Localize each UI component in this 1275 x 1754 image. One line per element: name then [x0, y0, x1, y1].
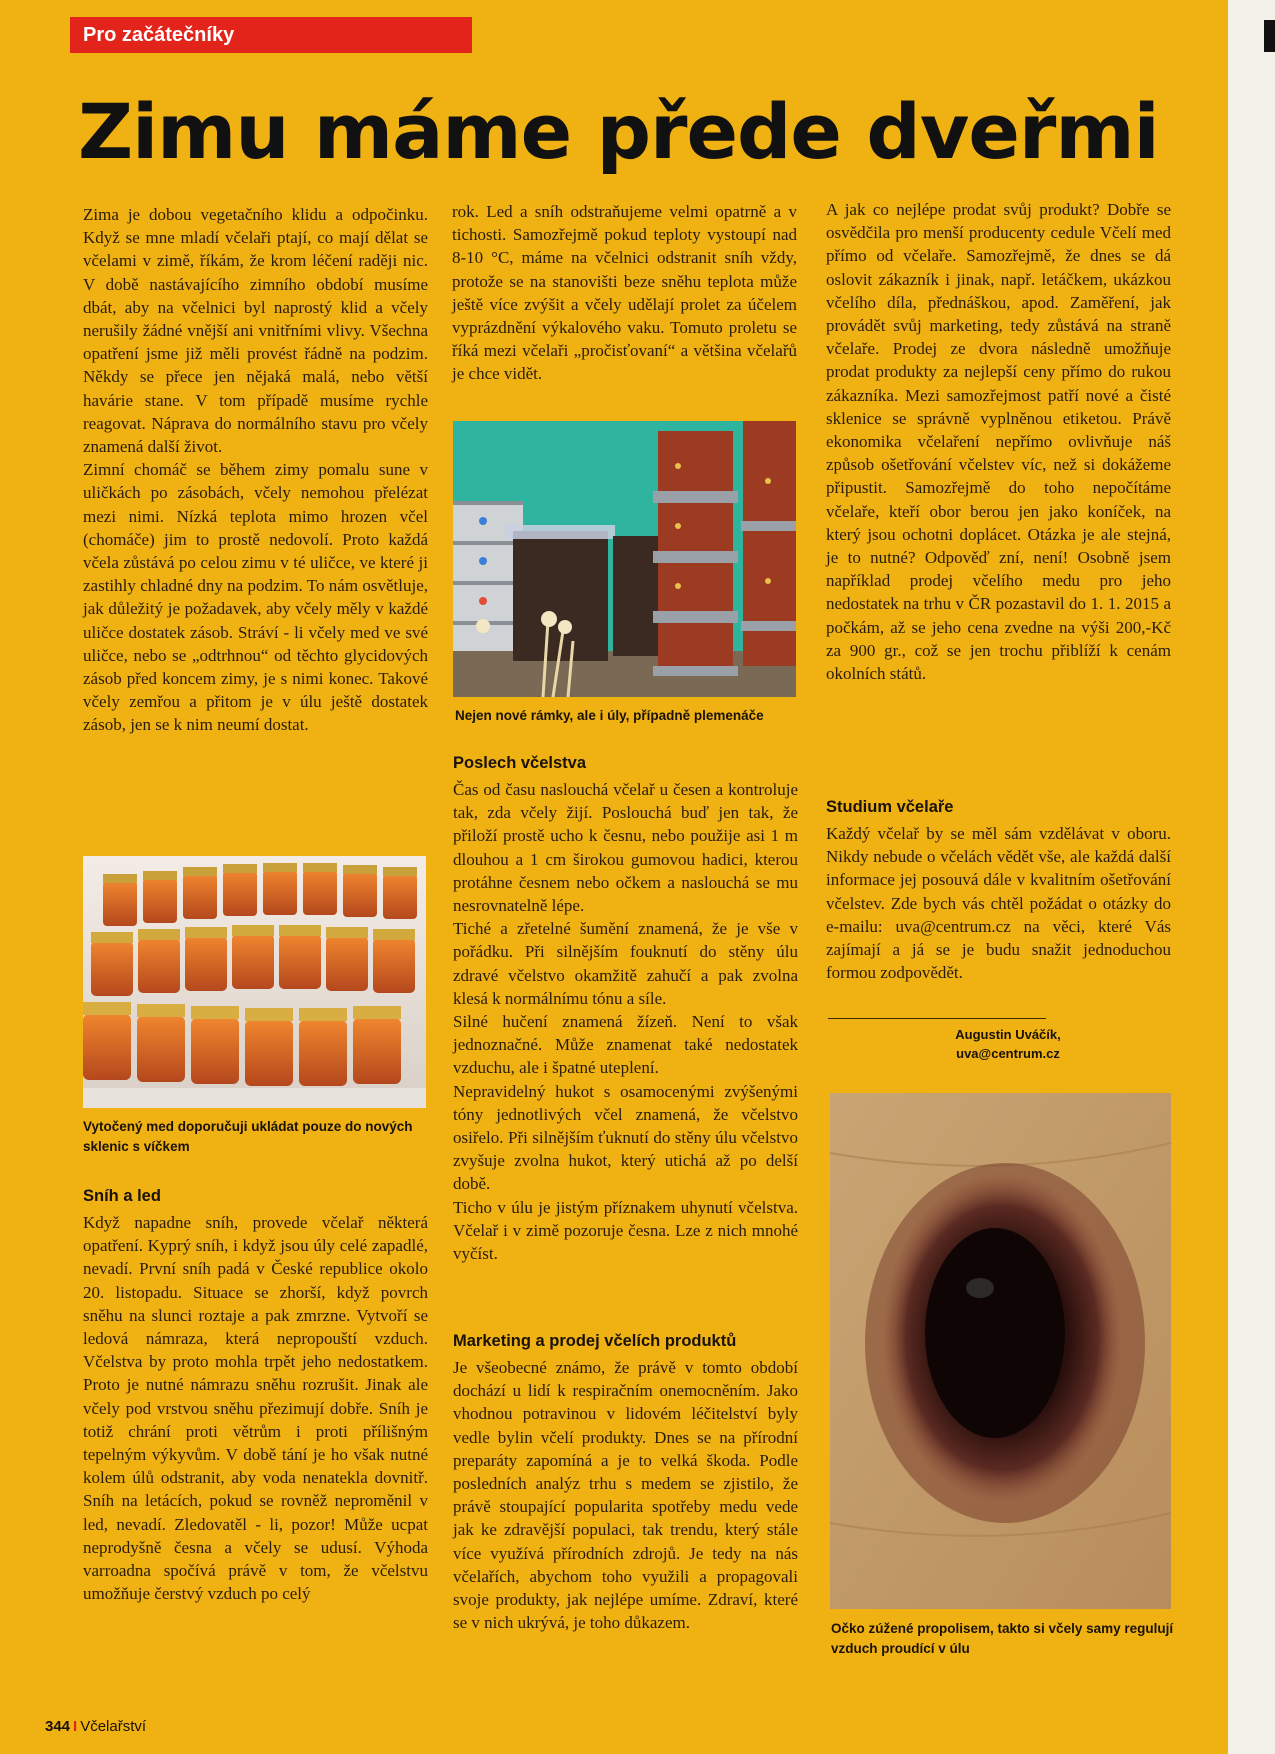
paragraph: Nepravidelný hukot s osamocenými zvýšenými tóny jednotlivých včel znamená, že včelstvo osiřelo. Při silnějším ťuknutí do stěny úlu včelstvo zvyšuje zvolna hukot, který utichá až po delší době.: [453, 1081, 798, 1194]
column-2-listening: [453, 752, 798, 1265]
author-signature: [828, 1025, 1188, 1063]
snow-heading: Sníh a led: [83, 1187, 161, 1205]
column-3-study: [826, 796, 1171, 984]
section-label: Pro začátečníky: [70, 17, 472, 53]
honey-jars-caption: Vytočený med doporučuji ukládat pouze do nových sklenic s víčkem: [83, 1119, 413, 1154]
magazine-name: Včelařství: [80, 1718, 147, 1735]
paragraph: Tiché a zřetelné šumění znamená, že je vše v pořádku. Při silnějším fouknutí do stěny úlu zdravé včelstvo okamžitě zahučí a pak zvolna klesá k normálnímu tónu a síle.: [453, 919, 798, 1008]
paragraph: Když napadne sníh, provede včelař některá opatření. Kyprý sníh, i když jsou úly celé zapadlé, nevadí. První sníh padá v České republice okolo 20. listopadu. Situace se zhorší, když povrch sněhu na slunci roztaje a pak zmrzne. Vytvoří se ledová námraza, která nepropouští vzduch. Včelstva by proto mohla trpět jeho nedostatkem. Proto je nutné námrazu sněhu rozrušit. Jinak ale včely pod vrstvou sněhu přezimují dobře. Sníh je totiž chrání proti větrům i proti přílišným tepelným výkyvům. V době tání je ho však nutné kolem úlů odstranit, aby voda nenatekla dovnitř. Sníh na letácích, pokud se rovněž neproměnil v led, nevadí. Zledovatěl - li, pozor! Může ucpat neprodyšně česna a včely se udusí. Výhoda varroadna spočívá právě v tom, že včelstvu umožňuje čerstvý vzduch po celý: [83, 1213, 428, 1604]
honey-jars-photo: [83, 856, 426, 1108]
column-1-snow: [83, 1185, 428, 1605]
beehives-caption: Nejen nové rámky, ale i úly, případně plemenáče: [455, 708, 764, 723]
beehives-image: [453, 421, 796, 697]
honey-jars-image: [83, 856, 426, 1108]
page-footer: [45, 1718, 146, 1735]
column-2-continuation: [452, 200, 797, 386]
hive-entrance-image: [830, 1093, 1171, 1609]
hive-entrance-caption: Očko zúžené propolisem, takto si včely samy regulují vzduch proudící v úlu: [831, 1621, 1174, 1656]
paragraph: A jak co nejlépe prodat svůj produkt? Dobře se osvědčila pro menší producenty cedule Včelí med přímo od včelaře. Samozřejmě, že dnes se dá oslovit zákazník i jinak, např. letáčkem, ukázkou včelího díla, přednáškou, apod. Zaměření, jak provádět svůj marketing, tedy zůstává na straně včelaře. Prodej ze dvora následně umožňuje prodat produkty za nejlepší ceny přímo do rukou zákazníka. Mezi samozřejmost patří nové a čisté sklenice se správně vyplněnou etiketou. Právě ekonomika včelaření nepřímo ovlivňuje náš způsob ošetřování včelstev víc, než si dokážeme připustit. Samozřejmě do toho nepočítáme včelaře, kteří obor berou jen jako koníček, na který jsou ochotni doplácet. Otázka je ale stejná, je to nutné? Odpověď zní, není! Osobně jsem například prodej včelího medu pro jeho nedostatek na trhu v ČR pozastavil do 1. 1. 2015 a počkám, až se jeho cena zvedne na výši 200,-Kč za 900 gr., což se jen trochu přiblíží k cenám okolních států.: [826, 200, 1171, 684]
column-3-marketing: [826, 198, 1171, 685]
paragraph: Každý včelař by se měl sám vzdělávat v oboru. Nikdy nebude o včelách vědět vše, ale každá další informace jej posouvá dále v kvalitním ošetřování včelstev. Zde bych vás chtěl požádat o otázky do e-mailu: uva@centrum.cz na věci, které Vás zajímají a já se je budu snažit jednoduchou formou zodpovědět.: [826, 824, 1171, 983]
hive-entrance-photo: [830, 1093, 1171, 1609]
page-number: 344: [45, 1718, 71, 1735]
listening-heading: Poslech včelstva: [453, 754, 586, 772]
page-edge: [1228, 0, 1275, 1754]
paragraph: Je všeobecné známo, že právě v tomto období dochází u lidí k respiračním onemocněním. Jako vhodnou potravinou v lidovém léčitelství byly vedle bylin včelí produkty. Dnes se na přírodní preparáty zapomíná a je to velká škoda. Podle posledních analýz trhu s medem se zjistilo, že právě stoupající popularita spotřeby medu vede jak ke zdravější populaci, tak trendu, který stále více využívá přírodních zdrojů. Je tedy na nás včelařích, abychom toho využili a propagovali svoje produkty, jak nejlépe umíme. Zdraví, které se v nich ukrývá, je toho důkazem.: [453, 1358, 798, 1633]
footer-separator: I: [73, 1718, 78, 1735]
edge-mark: [1264, 20, 1275, 52]
article-headline: Zimu máme přede dveřmi: [78, 87, 1159, 176]
paragraph: Ticho v úlu je jistým příznakem uhynutí včelstva. Včelař i v zimě pozoruje česna. Lze z nich mnohé vyčíst.: [453, 1197, 798, 1264]
author-name: Augustin Uváčík,: [955, 1027, 1061, 1042]
study-heading: Studium včelaře: [826, 798, 954, 816]
paragraph: Zimní chomáč se během zimy pomalu sune v uličkách po zásobách, včely nemohou přelézat mezi nimi. Nízká teplota mimo hrozen včel (chomáče) jim to prostě nedovolí. Proto každá včela zůstává po celou zimu v té uličce, ve které ji zastihly chladné dny na podzim. To nám osvětluje, jak důležitý je požadavek, aby včely měly v každé uličce dostatek zásob. Stráví - li včely med ve své uličce, nebo se „odtrhnou“ od těchto glycidových zásob před koncem zimy, je s nimi konec. Takové včely zemřou a přitom je v úlu ještě dostatek zásob, jen se k nim neumí dostat.: [83, 460, 428, 735]
column-1-intro: [83, 203, 428, 737]
signature-rule: [828, 1018, 1046, 1019]
marketing-heading: Marketing a prodej včelích produktů: [453, 1332, 737, 1350]
author-email: uva@centrum.cz: [956, 1046, 1060, 1061]
paragraph: Silné hučení znamená žízeň. Není to však jednoznačné. Může znamenat také nedostatek vzduchu, ale i špatné uteplení.: [453, 1012, 798, 1078]
paragraph: rok. Led a sníh odstraňujeme velmi opatrně a v tichosti. Samozřejmě pokud teploty vystoupí nad 8-10 °C, máme na včelnici odstranit sníh vždy, protože se na stanovišti beze sněhu teplota může ještě více zvýšit a včely udělají prolet za účelem vyprázdnění výkalového vaku. Tomuto proletu se říká mezi včelaři „pročisťovaní“ a většina včelařů je chce vidět.: [452, 202, 797, 384]
beehives-photo: [453, 421, 796, 697]
column-2-marketing: [453, 1330, 798, 1634]
paragraph: Zima je dobou vegetačního klidu a odpočinku. Když se mne mladí včelaři ptají, co mají dělat se včelami v zimě, říkám, že krom léčení raději nic. V době nastávajícího zimního období musíme dbát, aby na včelnici byl naprostý klid a včely nerušily žádné vnější ani vnitřními vlivy. Všechna opatření jsme již měli provést řádně na podzim. Někdy se přece jen nějaká malá, nebo větší havárie stane. V tom případě musíme rychle reagovat. Náprava do normálního stavu pro včely znamená další život.: [83, 205, 428, 457]
paragraph: Čas od času naslouchá včelař u česen a kontroluje tak, zda včely žijí. Poslouchá buď jen tak, že přiloží prostě ucho k česnu, nebo použije asi 1 m dlouhou a 1 cm širokou gumovou hadici, kterou protáhne česnem nebo očkem a naslouchá se mu nesrovnatelně lépe.: [453, 780, 798, 916]
